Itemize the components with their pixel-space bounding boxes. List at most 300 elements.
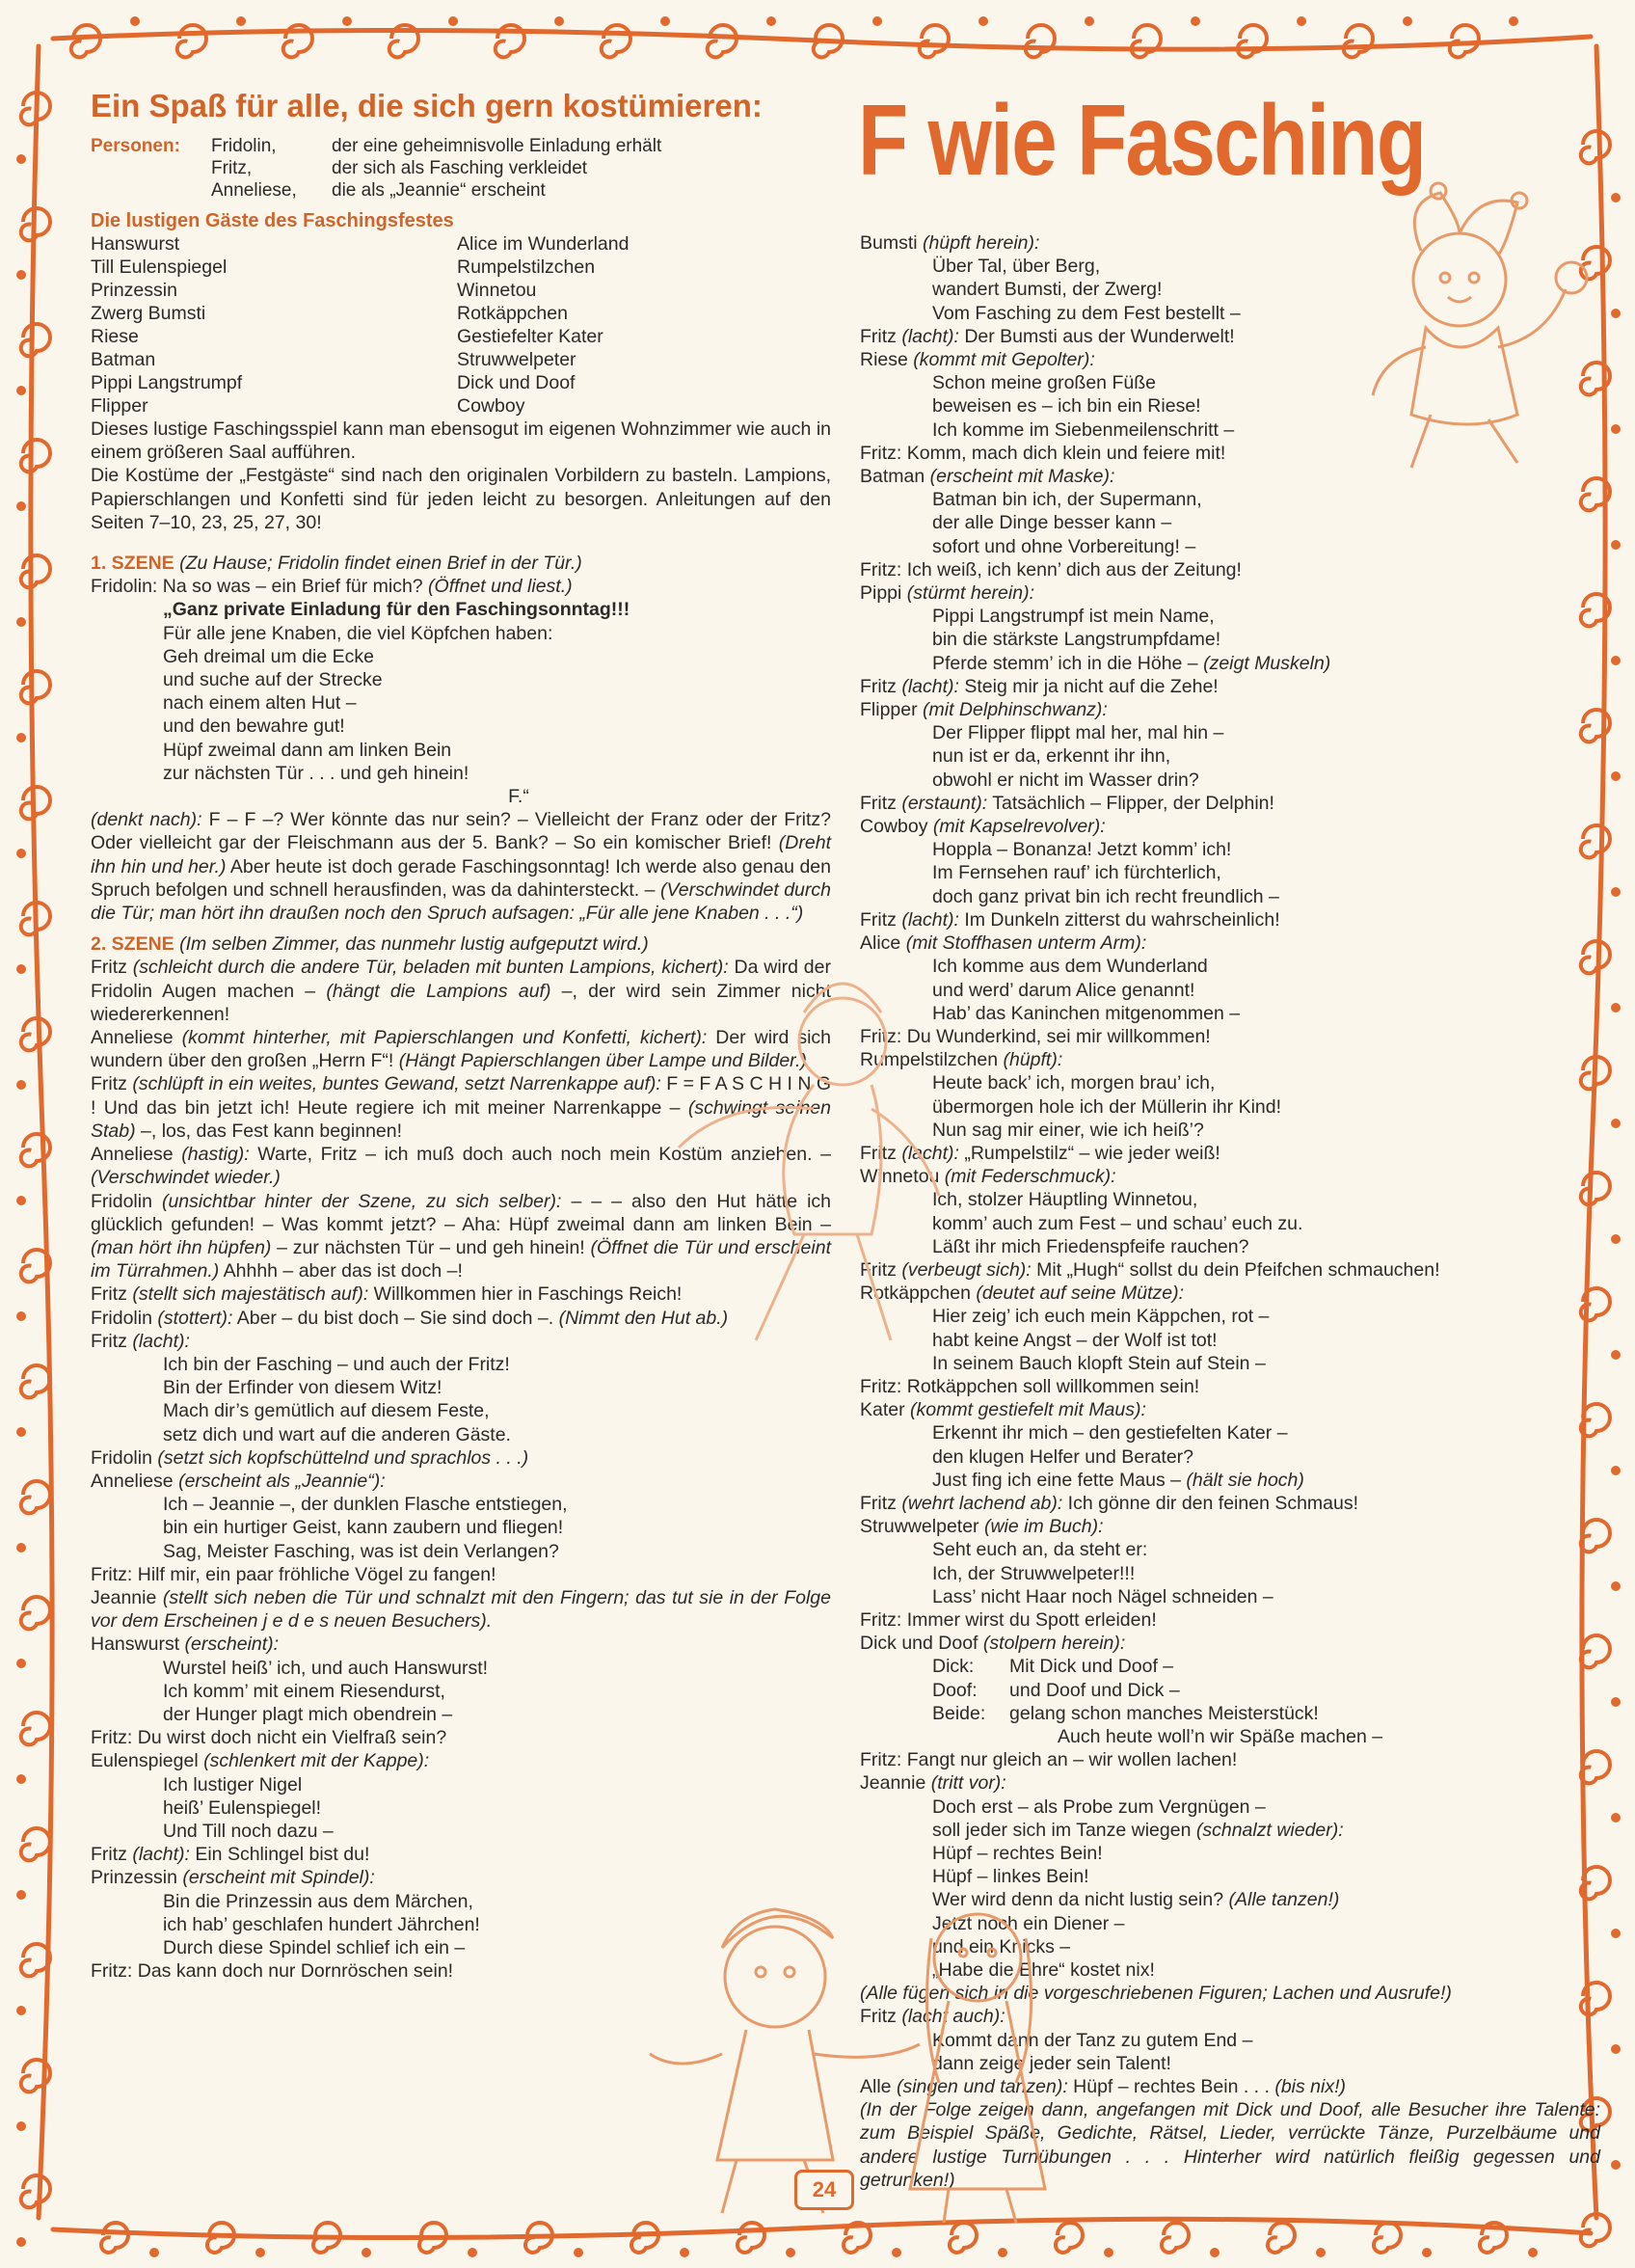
- swirl-ornament: [71, 25, 100, 57]
- persons-label: Personen:: [91, 136, 180, 156]
- line-text: Ich – Jeannie –, der dunklen Flasche entstiegen,: [163, 1494, 568, 1516]
- script-line: [860, 1445, 1600, 1469]
- confetti-dot: [1611, 1003, 1621, 1012]
- confetti-dot: [16, 501, 26, 511]
- script-line: [91, 1796, 831, 1820]
- line-text: Fritz: [91, 1330, 127, 1352]
- confetti-dot: [1422, 2248, 1432, 2257]
- swirl-ornament: [21, 1018, 50, 1050]
- swirl-ornament: [21, 671, 50, 703]
- script-line: [860, 1025, 1600, 1048]
- swirl-ornament: [207, 2223, 234, 2253]
- script-line: [91, 1072, 831, 1143]
- swirl-ornament: [21, 1597, 50, 1629]
- line-text: Fritz: [860, 1142, 897, 1164]
- script-line: [860, 535, 1600, 558]
- script-line: [91, 1563, 831, 1586]
- confetti-dot: [1297, 16, 1306, 26]
- line-text: Ich komm’ mit einem Riesendurst,: [163, 1680, 445, 1702]
- guest-name: Winnetou: [457, 280, 537, 301]
- swirl-ornament: [21, 1250, 50, 1282]
- line-text: Hoppla – Bonanza! Jetzt komm’ ich!: [932, 839, 1232, 861]
- line-text: Fritz: [860, 675, 897, 697]
- confetti-dot: [236, 16, 246, 26]
- line-text: Heute back’ ich, morgen brau’ ich,: [932, 1072, 1216, 1094]
- person-desc: die als „Jeannie“ erscheint: [332, 180, 546, 201]
- script-line: [860, 371, 1600, 394]
- line-text: Ich komme im Siebenmeilenschritt –: [932, 418, 1235, 441]
- confetti-dot: [1611, 1234, 1621, 1244]
- script-line: [860, 1165, 1600, 1188]
- line-text: Fritz: [860, 792, 897, 814]
- confetti-dot: [16, 1659, 26, 1668]
- line-text: Fritz: [91, 957, 127, 979]
- script-left: [91, 552, 831, 1983]
- stage-direction: (tritt vor):: [925, 1772, 1006, 1795]
- confetti-dot: [16, 1196, 26, 1205]
- stage-direction: (erscheint als „Jeannie“):: [173, 1470, 386, 1492]
- stage-direction: (stolpern herein):: [978, 1633, 1126, 1655]
- line-text: Der Bumsti aus der Wunderwelt!: [958, 325, 1235, 347]
- script-line: [860, 1748, 1600, 1771]
- guest-name: Zwerg Bumsti: [91, 303, 206, 324]
- guest-name: Till Eulenspiegel: [91, 256, 228, 278]
- stage-direction: (schlüpft in ein weites, buntes Gewand, setzt Narrenkappe auf):: [126, 1073, 661, 1095]
- line-text: Pippi Langstrumpf ist mein Name,: [932, 606, 1215, 628]
- swirl-ornament: [21, 208, 50, 240]
- line-text: –, los, das Fest kann beginnen!: [135, 1120, 403, 1142]
- confetti-dot: [1611, 1581, 1621, 1591]
- stage-direction: (wehrt lachend ab):: [896, 1492, 1063, 1514]
- swirl-ornament: [21, 1713, 50, 1744]
- line-text: wandert Bumsti, der Zwerg!: [932, 279, 1163, 301]
- page-content: [91, 87, 1600, 2189]
- script-line: [860, 1095, 1600, 1119]
- script-line: [860, 1515, 1600, 1538]
- confetti-dot: [16, 733, 26, 742]
- stage-direction: (Verschwindet wieder.): [91, 1167, 281, 1189]
- script-line: [91, 1376, 831, 1399]
- line-text: Fritz: Ich weiß, ich kenn’ dich aus der Zeitung!: [860, 558, 1242, 580]
- line-text: Aber – du bist doch – Sie sind doch –.: [232, 1307, 554, 1329]
- swirl-ornament: [21, 2175, 50, 2207]
- script-line: [860, 418, 1600, 442]
- stage-direction: (lacht auch):: [896, 2006, 1005, 2028]
- script-line: [91, 1026, 831, 1072]
- line-text: heiß’ Eulenspiegel!: [163, 1796, 322, 1819]
- line-text: Ich gönne dir den feinen Schmaus!: [1062, 1492, 1359, 1514]
- line-text: Ich lustiger Nigel: [163, 1773, 303, 1796]
- intro-paragraph: Dieses lustige Faschingsspiel kann man ebensogut im eigenen Wohnzimmer wie auch in einem größeren Saal aufführen.: [91, 418, 831, 464]
- script-line: [860, 1235, 1600, 1258]
- confetti-dot: [149, 2248, 159, 2257]
- line-text: Mit Dick und Doof –: [1009, 1656, 1174, 1678]
- person-desc: der sich als Fasching verkleidet: [332, 158, 588, 178]
- line-text: Fritz: Du wirst doch nicht ein Vielfraß sein?: [91, 1727, 447, 1749]
- script-line: [91, 1913, 831, 1936]
- stage-direction: (stürmt herein):: [901, 582, 1034, 605]
- stage-direction: (singen und tanzen):: [891, 2076, 1068, 2098]
- swirl-ornament: [1132, 25, 1161, 57]
- confetti-dot: [786, 2248, 795, 2257]
- line-text: Mit „Hugh“ sollst du dein Pfeifchen schmauchen!: [1031, 1258, 1440, 1281]
- line-text: Läßt ihr mich Friedenspfeife rauchen?: [932, 1235, 1249, 1257]
- confetti-dot: [1611, 1119, 1621, 1128]
- line-text: Tatsächlich – Flipper, der Delphin!: [987, 792, 1274, 814]
- line-text: Auch heute woll’n wir Späße machen –: [1058, 1726, 1383, 1747]
- swirl-ornament: [21, 2060, 50, 2092]
- line-text: Durch diese Spindel schlief ich ein –: [163, 1937, 466, 1958]
- script-line: [860, 979, 1600, 1002]
- line-text: Pferde stemm’ ich in die Höhe –: [932, 652, 1198, 674]
- line-text: Jeannie: [860, 1772, 926, 1795]
- confetti-dot: [1611, 309, 1621, 318]
- swirl-ornament: [21, 1481, 50, 1513]
- stage-direction: (verbeugt sich):: [896, 1258, 1032, 1281]
- line-text: Hanswurst: [91, 1634, 180, 1656]
- script-line: [860, 1912, 1600, 1935]
- confetti-dot: [255, 2248, 265, 2257]
- confetti-dot: [660, 16, 670, 26]
- line-text: ich hab’ geschlafen hundert Jährchen!: [163, 1913, 480, 1935]
- swirl-ornament: [1480, 2223, 1507, 2253]
- line-text: Doch erst – als Probe zum Vergnügen –: [932, 1796, 1266, 1818]
- script-line: [91, 956, 831, 1026]
- script-line: [860, 1538, 1600, 1561]
- confetti-dot: [554, 16, 564, 26]
- line-text: Cowboy: [860, 816, 928, 838]
- line-text: –, der wird sein Zimmer nicht wiedererkennen!: [91, 980, 832, 1025]
- line-text: Fritz: Hilf mir, ein paar fröhliche Vögel zu fangen!: [91, 1563, 496, 1585]
- line-text: „Habe die Ehre“ kostet nix!: [932, 1959, 1155, 1982]
- stage-direction: (erstaunt):: [896, 792, 988, 814]
- swirl-ornament: [496, 25, 524, 57]
- script-line: [860, 465, 1600, 488]
- script-line: [91, 1866, 831, 1889]
- line-text: Vom Fasching zu dem Fest bestellt –: [932, 302, 1241, 324]
- script-line: [860, 885, 1600, 908]
- stage-direction: (denkt nach):: [91, 809, 202, 831]
- script-line: [860, 1492, 1600, 1515]
- line-text: Fridolin: Na so was – ein Brief für mich?: [91, 576, 423, 598]
- script-line: [860, 1188, 1600, 1211]
- line-text: nach einem alten Hut –: [163, 692, 357, 715]
- swirl-ornament: [21, 440, 50, 472]
- line-text: Fritz: [860, 908, 897, 931]
- person-name: Fritz,: [211, 158, 253, 178]
- script-line: [860, 1796, 1600, 1819]
- guest-name: Flipper: [91, 395, 148, 417]
- script-line: [860, 302, 1600, 325]
- script-line: [860, 1958, 1600, 1982]
- script-line: [860, 1352, 1600, 1375]
- stage-direction: (mit Delphinschwanz):: [917, 699, 1108, 721]
- line-text: Alle: [860, 2076, 892, 2098]
- stage-direction: (mit Kapselrevolver):: [927, 816, 1106, 838]
- right-column: [860, 231, 1600, 2192]
- swirl-ornament: [21, 903, 50, 934]
- confetti-dot: [1085, 16, 1094, 26]
- line-text: In seinem Bauch klopft Stein auf Stein –: [932, 1352, 1266, 1374]
- script-line: [860, 2098, 1600, 2192]
- line-text: nun ist er da, erkennt ihr ihn,: [932, 745, 1171, 768]
- line-text: Fritz: Komm, mach dich klein und feiere mit!: [860, 442, 1226, 464]
- stage-direction: (wie im Buch):: [978, 1516, 1104, 1538]
- line-text: und werd’ darum Alice genannt!: [932, 979, 1195, 1001]
- script-line: [860, 1655, 1600, 1678]
- line-text: Erkennt ihr mich – den gestiefelten Kater –: [932, 1422, 1288, 1444]
- line-text: – – – also den Hut hätte ich glücklich gefunden! – Was kommt jetzt? – Aha: Hüpf zweimal dann am linken Bein –: [91, 1190, 831, 1235]
- script-line: [860, 932, 1600, 955]
- stage-direction: (erscheint):: [179, 1634, 280, 1656]
- line-text: und ein Knicks –: [932, 1935, 1071, 1958]
- script-line: [860, 558, 1600, 581]
- confetti-dot: [448, 16, 458, 26]
- line-text: übermorgen hole ich der Müllerin ihr Kind!: [932, 1095, 1282, 1118]
- line-text: Fritz: [91, 1844, 127, 1866]
- line-text: Und Till noch dazu –: [163, 1820, 334, 1842]
- stage-direction: (In der Folge zeigen dann, angefangen mit Dick und Doof, alle Besucher ihre Talente: zum Beispiel Späße, Gedichte, Rätsel, Lieder, verrückte Tänze, Purzelbäume und andere lustige Turnübungen . . . Hinterher wird natürlich fleißig gegessen und getrunken!): [860, 2099, 1600, 2191]
- script-line: [860, 1935, 1600, 1958]
- line-text: Batman: [860, 466, 925, 488]
- stage-direction: (erscheint mit Maske):: [925, 466, 1115, 488]
- script-line: [91, 1353, 831, 1376]
- line-text: Prinzessin: [91, 1867, 177, 1889]
- script-line: [91, 1773, 831, 1796]
- script-line: [91, 598, 831, 621]
- guest-name: Riese: [91, 326, 139, 347]
- stage-direction: (setzt sich kopfschüttelnd und sprachlos . . .): [151, 1446, 529, 1469]
- line-text: Ich, stolzer Häuptling Winnetou,: [932, 1189, 1198, 1211]
- stage-direction: (bis nix!): [1269, 2076, 1347, 2098]
- line-text: Schon meine großen Füße: [932, 372, 1156, 394]
- line-text: Fritz: Fangt nur gleich an – wir wollen lachen!: [860, 1749, 1238, 1771]
- line-text: Aber heute ist doch gerade Faschingsonntag! Ich werde also genau den Spruch befolgen und schnell herausfinden, was da dahintersteckt. –: [91, 855, 831, 901]
- confetti-dot: [16, 154, 26, 164]
- script-line: [860, 675, 1600, 698]
- script-line: [860, 1258, 1600, 1282]
- line-text: Der wird sich wundern über den großen „Herrn F“!: [91, 1027, 831, 1072]
- script-line: [860, 231, 1600, 255]
- line-text: Ein Schlingel bist du!: [189, 1844, 370, 1866]
- confetti-dot: [978, 16, 988, 26]
- script-line: [860, 1329, 1600, 1352]
- stage-direction: (Alle tanzen!): [1223, 1889, 1340, 1911]
- line-text: zur nächsten Tür . . . und geh hinein!: [163, 762, 469, 784]
- swirl-ornament: [1344, 25, 1373, 57]
- script-line: [860, 1725, 1600, 1748]
- confetti-dot: [16, 1427, 26, 1437]
- line-text: Steig mir ja nicht auf die Zehe!: [958, 675, 1219, 697]
- confetti-dot: [16, 270, 26, 280]
- line-text: Sag, Meister Fasching, was ist dein Verlangen?: [163, 1540, 559, 1562]
- intro-paragraph: Die Kostüme der „Festgäste“ sind nach den originalen Vorbildern zu basteln. Lampions, Papierschlangen und Konfetti sind für jeden leicht zu besorgen. Anleitungen auf den Seiten 7–10, 23, 25, 27, 30!: [91, 465, 831, 533]
- line-text: Kater: [860, 1399, 905, 1421]
- stage-direction: (Alle fügen sich in die vorgeschriebenen Figuren; Lachen und Ausrufe!): [860, 1983, 1452, 2005]
- swirl-ornament: [21, 1365, 50, 1397]
- script-line: [860, 581, 1600, 605]
- stage-direction: (stottert):: [151, 1307, 233, 1329]
- confetti-dot: [1611, 2160, 1621, 2170]
- script-line: [860, 1119, 1600, 1142]
- stage-direction: (kommt mit Gepolter):: [907, 349, 1095, 371]
- swirl-ornament: [1026, 25, 1055, 57]
- line-text: Fritz: [91, 1073, 127, 1095]
- line-text: Fritz: Immer wirst du Spott erleiden!: [860, 1608, 1157, 1631]
- swirl-ornament: [1581, 2214, 1610, 2246]
- line-text: Jetzt noch ein Diener –: [932, 1912, 1125, 1934]
- line-text: Flipper: [860, 699, 918, 721]
- script-line: [91, 1749, 831, 1772]
- confetti-dot: [1528, 2248, 1538, 2257]
- line-text: Eulenspiegel: [91, 1750, 199, 1772]
- script-line: [860, 325, 1600, 348]
- line-text: Für alle jene Knaben, die viel Köpfchen haben:: [163, 622, 553, 644]
- swirl-ornament: [525, 2223, 552, 2253]
- confetti-dot: [468, 2248, 477, 2257]
- confetti-dot: [1611, 540, 1621, 550]
- script-line: [91, 1657, 831, 1680]
- guest-name: Pippi Langstrumpf: [91, 372, 243, 393]
- swirl-ornament: [1268, 2223, 1295, 2253]
- script-line: [860, 1888, 1600, 1911]
- script-line: [91, 1586, 831, 1633]
- stage-direction: (man hört ihn hüpfen): [91, 1236, 272, 1258]
- confetti-dot: [16, 1543, 26, 1552]
- swirl-ornament: [101, 2223, 128, 2253]
- stage-direction: (Verschwindet durch die Tür; man hört ihn draußen noch den Spruch aufsagen: „Für alle jene Knaben . . .“): [91, 878, 831, 925]
- line-text: Just fing ich eine fette Maus –: [932, 1469, 1181, 1491]
- stage-direction: (unsichtbar hinter der Szene, zu sich selber):: [151, 1190, 562, 1212]
- script-line: [860, 488, 1600, 511]
- line-text: Der Flipper flippt mal her, mal hin –: [932, 722, 1224, 744]
- script-line: [860, 1002, 1600, 1025]
- script-line: [860, 1142, 1600, 1165]
- confetti-dot: [16, 1890, 26, 1900]
- script-line: [860, 1071, 1600, 1094]
- stage-direction: (Dreht ihn hin und her.): [91, 832, 831, 878]
- swirl-ornament: [708, 25, 737, 57]
- script-right: [860, 231, 1600, 2192]
- stage-direction: (kommt gestiefelt mit Maus):: [904, 1399, 1146, 1421]
- confetti-dot: [130, 16, 140, 26]
- line-text: „Rumpelstilz“ – wie jeder weiß!: [958, 1142, 1220, 1164]
- line-text: Struwwelpeter: [860, 1516, 979, 1538]
- script-line: [91, 1143, 831, 1189]
- script-line: [860, 908, 1600, 932]
- confetti-dot: [1210, 2248, 1220, 2257]
- stage-direction: (hüpft herein):: [917, 232, 1040, 254]
- script-line: [860, 255, 1600, 278]
- swirl-ornament: [1162, 2223, 1189, 2253]
- line-text: Hier zeig’ ich euch mein Käppchen, rot –: [932, 1306, 1270, 1328]
- script-line: [91, 1190, 831, 1283]
- line-text: Ich, der Struwwelpeter!!!: [932, 1562, 1136, 1584]
- line-text: Mach dir’s gemütlich auf diesem Feste,: [163, 1400, 490, 1422]
- guest-name: Rotkäppchen: [457, 303, 568, 324]
- line-text: Riese: [860, 349, 908, 371]
- line-text: und den bewahre gut!: [163, 716, 345, 738]
- line-text: dann zeige jeder sein Talent!: [932, 2052, 1171, 2074]
- script-line: [91, 1423, 831, 1446]
- line-text: Winnetou: [860, 1166, 940, 1188]
- guest-name: Struwwelpeter: [457, 349, 576, 370]
- script-line: [860, 652, 1600, 675]
- swirl-ornament: [283, 25, 312, 57]
- guest-name: Cowboy: [457, 395, 525, 417]
- line-text: komm’ auch zum Fest – und schau’ euch zu.: [932, 1212, 1303, 1234]
- swirl-ornament: [844, 2223, 871, 2253]
- script-line: [91, 668, 831, 691]
- confetti-dot: [1316, 2248, 1326, 2257]
- line-text: Wer wird denn da nicht lustig sein?: [932, 1889, 1224, 1911]
- stage-direction: (Öffnet und liest.): [422, 576, 573, 598]
- confetti-dot: [1611, 1929, 1621, 1938]
- confetti-dot: [16, 964, 26, 974]
- swirl-ornament: [1374, 2223, 1401, 2253]
- line-text: bin die stärkste Langstrumpfdame!: [932, 629, 1221, 651]
- subtitle: Ein Spaß für alle, die sich gern kostümieren:: [91, 88, 763, 123]
- line-text: setz dich und wart auf die anderen Gäste.: [163, 1423, 511, 1445]
- stage-direction: (lacht):: [126, 1844, 190, 1866]
- line-text: Rumpelstilzchen: [860, 1049, 999, 1071]
- script-line: [860, 744, 1600, 768]
- confetti-dot: [1611, 771, 1621, 781]
- line-text: Fritz: Rotkäppchen soll willkommen sein!: [860, 1375, 1200, 1397]
- confetti-dot: [1509, 16, 1518, 26]
- script-line: [860, 792, 1600, 815]
- line-text: Fridolin: [91, 1190, 152, 1212]
- stage-direction: (schnalzt wieder):: [1191, 1819, 1344, 1841]
- guest-name: Batman: [91, 349, 156, 370]
- line-text: 1. SZENE: [91, 553, 174, 575]
- confetti-dot: [892, 2248, 901, 2257]
- stage-direction: (lacht):: [896, 908, 959, 931]
- confetti-dot: [1611, 1813, 1621, 1822]
- confetti-dot: [872, 16, 882, 26]
- line-text: Fritz: [860, 325, 897, 347]
- line-text: Im Dunkeln zitterst du wahrscheinlich!: [958, 908, 1280, 931]
- script-line: [860, 394, 1600, 418]
- line-text: Hab’ das Kaninchen mitgenommen –: [932, 1002, 1241, 1024]
- script-line: [91, 1330, 831, 1353]
- script-line: [860, 815, 1600, 838]
- script-line: [860, 721, 1600, 744]
- stage-direction: (Im selben Zimmer, das nunmehr lustig aufgeputzt wird.): [174, 933, 649, 956]
- script-line: [91, 762, 831, 785]
- script-line: [860, 1282, 1600, 1305]
- stage-direction: (lacht):: [896, 325, 959, 347]
- swirl-ornament: [21, 1828, 50, 1860]
- person-name: Fridolin,: [211, 136, 277, 156]
- script-line: [860, 955, 1600, 978]
- line-text: Anneliese: [91, 1027, 174, 1049]
- swirl-ornament: [419, 2223, 446, 2253]
- line-text: Jeannie: [91, 1586, 157, 1608]
- swirl-ornament: [1056, 2223, 1083, 2253]
- script-line: [860, 1608, 1600, 1632]
- line-text: – zur nächsten Tür – und geh hinein!: [271, 1236, 585, 1258]
- script-line: [860, 1562, 1600, 1585]
- line-text: Fritz: [860, 1258, 897, 1281]
- stage-direction: (schwingt seinen Stab): [91, 1096, 831, 1142]
- script-line: [91, 1633, 831, 1656]
- stage-direction: (zeigt Muskeln): [1197, 652, 1331, 674]
- line-text: Lass’ nicht Haar noch Nägel schneiden –: [932, 1585, 1273, 1607]
- line-text: Fritz: [860, 1492, 897, 1514]
- line-text: habt keine Angst – der Wolf ist tot!: [932, 1329, 1218, 1351]
- confetti-dot: [1191, 16, 1200, 26]
